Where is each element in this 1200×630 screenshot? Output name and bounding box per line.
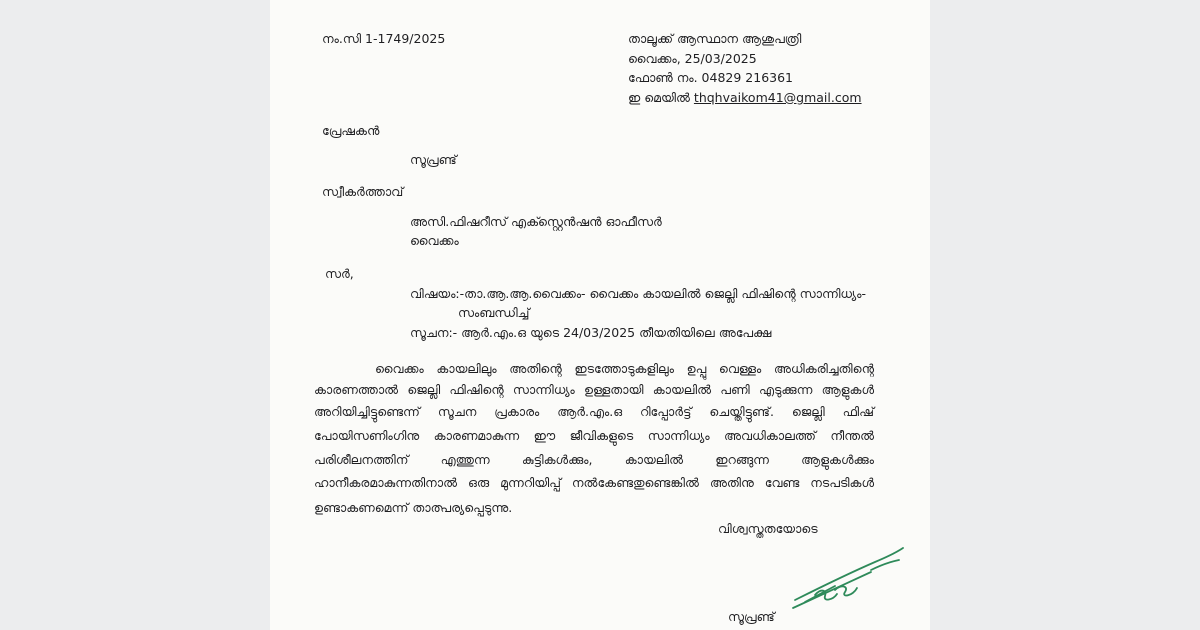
signatory: സൂപ്രണ്ട് xyxy=(728,609,775,624)
signature-image xyxy=(775,540,915,620)
to-label: സ്വീകർത്താവ് xyxy=(322,184,404,199)
email-label: ഇ മെയിൽ xyxy=(628,90,690,105)
body-line-6: ഹാനീകരമാകുന്നതിനാൽ ഒരു മുന്നറിയിപ്പ് നൽകേണ്ടതുണ്ടെങ്കിൽ അതിനു വേണ്ട നടപടികൾ xyxy=(314,475,874,490)
to-name: അസി.ഫിഷറീസ് എക്സ്റ്റെൻഷൻ ഓഫീസർ xyxy=(410,214,662,229)
body-line-4: പോയിസണിംഗിനു കാരണമാകുന്ന ഈ ജീവികളുടെ സാന്നിധ്യം അവധികാലത്ത് നീന്തൽ xyxy=(314,428,874,443)
letter-page xyxy=(270,0,930,630)
body-line-5: പരിശീലനത്തിന് എത്തുന്ന കുട്ടികൾക്കും, കായലിൽ ഇറങ്ങുന്ന ആളുകൾക്കും xyxy=(314,452,874,467)
from-label: പ്രേഷകൻ xyxy=(322,123,380,138)
reference-line: സൂചന:- ആർ.എം.ഒ യുടെ 24/03/2025 തീയതിയിലെ അപേക്ഷ xyxy=(410,325,772,340)
body-line-2: കാരണത്താൽ ജെല്ലി ഫിഷിന്റെ സാന്നിധ്യം ഉള്ളതായി കായലിൽ പണി എടുക്കുന്ന ആളുകൾ xyxy=(314,382,874,397)
body-line-7: ഉണ്ടാകണമെന്ന് താത്പര്യപ്പെടുന്നു. xyxy=(314,500,513,515)
from-name: സൂപ്രണ്ട് xyxy=(410,152,457,167)
place-date: വൈക്കം, 25/03/2025 xyxy=(628,51,757,66)
body-line-3: അറിയിച്ചിട്ടുണ്ടെന്ന് സൂചന പ്രകാരം ആർ.എം.ഒ റിപ്പോർട്ട് ചെയ്തിട്ടുണ്ട്. ജെല്ലി ഫിഷ് xyxy=(314,404,874,419)
phone-number: ഫോൺ നം. 04829 216361 xyxy=(628,70,794,85)
body-line-1: വൈക്കം കായലിലും അതിന്റെ ഇടത്തോടുകളിലും ഉപ്പു വെള്ളം അധികരിച്ചതിന്റെ xyxy=(375,361,874,376)
salutation: സർ, xyxy=(325,266,354,281)
email-line xyxy=(628,90,862,106)
to-place: വൈക്കം xyxy=(410,233,459,248)
subject-line-1: വിഷയം:-താ.ആ.ആ.വൈക്കം- വൈക്കം കായലിൽ ജെല്ലി ഫിഷിന്റെ സാന്നിധ്യം- xyxy=(410,286,866,301)
email-address[interactable]: thqhvaikom41@gmail.com xyxy=(693,90,862,105)
subject-line-2: സംബന്ധിച്ച് xyxy=(458,305,530,320)
reference-number: നം.സി 1-1749/2025 xyxy=(322,31,446,46)
closing: വിശ്വസ്തതയോടെ xyxy=(718,521,818,536)
office-name: താലൂക്ക് ആസ്ഥാന ആശുപത്രി xyxy=(628,31,802,46)
